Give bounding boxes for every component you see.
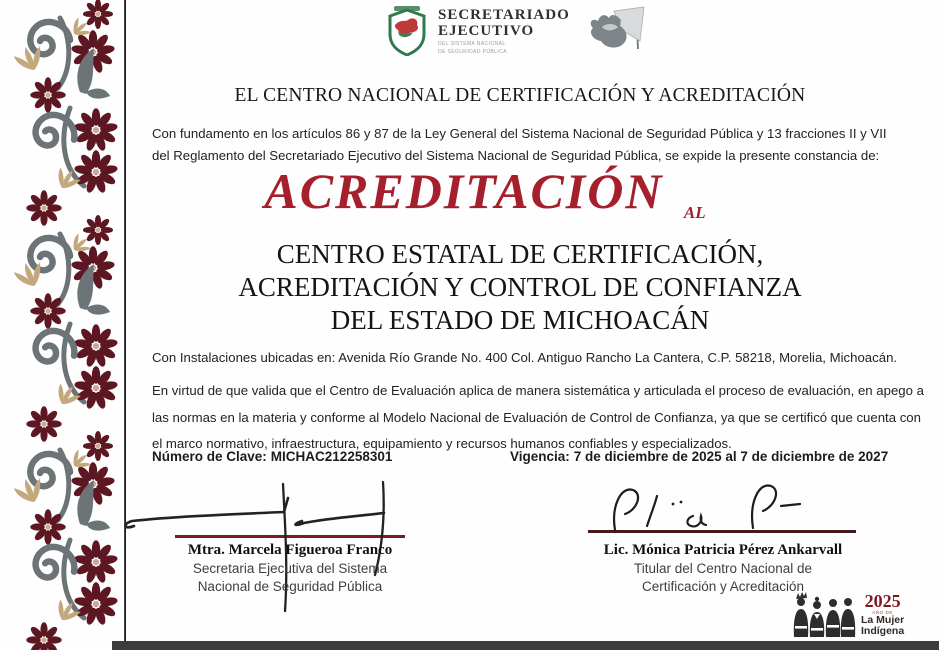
accreditation-heading	[130, 162, 840, 220]
clave-value: MICHAC212258301	[270, 449, 393, 464]
recipient-title	[130, 238, 910, 337]
org-name-line1: SECRETARIADO	[438, 7, 570, 23]
signature-block-left	[150, 541, 430, 596]
signer-name-right: Lic. Mónica Patricia Pérez Ankarvall	[603, 542, 843, 558]
signature-block-right	[574, 541, 872, 596]
signer-title-left-line2: Nacional de Seguridad Pública	[197, 579, 383, 594]
eagle-emblem-icon	[586, 5, 650, 57]
org-name-line2: EJECUTIVO	[438, 23, 535, 39]
address-line: Con Instalaciones ubicadas en: Avenida Río Grande No. 400 Col. Antiguo Rancho La Cantera, C.P. 58218, Morelia, Michoacán.	[152, 350, 898, 365]
secretariado-shield-icon	[386, 6, 428, 56]
accreditation-word: ACREDITACIÓN	[264, 163, 664, 219]
recipient-line: ACREDITACIÓN Y CONTROL DE CONFIANZA	[238, 272, 802, 302]
recipient-line: DEL ESTADO DE MICHOACÁN	[330, 305, 710, 335]
signer-name-left: Mtra. Marcela Figueroa Franco	[187, 542, 393, 558]
recipient-line: CENTRO ESTATAL DE CERTIFICACIÓN,	[276, 239, 764, 269]
body-paragraph	[152, 378, 924, 458]
accreditation-suffix: AL	[683, 203, 706, 222]
decorative-floral-border	[0, 0, 128, 650]
year-name-line1: La Mujer	[861, 614, 905, 626]
clave-row	[152, 449, 392, 464]
org-subtitle-line2: DE SEGURIDAD PÚBLICA	[438, 49, 507, 55]
issuer-title: EL CENTRO NACIONAL DE CERTIFICACIÓN Y ACREDITACIÓN	[234, 85, 806, 106]
signer-title-right-line1: Titular del Centro Nacional de	[633, 561, 813, 576]
vigencia-label: Vigencia:	[510, 449, 570, 464]
clave-label: Número de Clave:	[152, 449, 267, 464]
header-logo	[386, 5, 650, 57]
indigenous-women-icon	[790, 592, 856, 638]
year-label: 2025	[864, 591, 901, 611]
year-kicker: AÑO DE	[872, 610, 894, 615]
vigencia-value: 7 de diciembre de 2025 al 7 de diciembre de 2027	[573, 449, 889, 464]
signer-title-right-line2: Certificación y Acreditación	[641, 579, 805, 594]
scan-edge-bar	[112, 641, 939, 650]
intro-paragraph	[152, 123, 887, 167]
body-line: el marco normativo, infraestructura, equipamiento y recursos humanos confiables y especializados.	[152, 436, 732, 451]
intro-line: del Reglamento del Secretariado Ejecutivo del Sistema Nacional de Seguridad Pública, se expide la presente constancia de:	[152, 148, 880, 163]
year-text-block	[861, 593, 904, 637]
signer-title-left-line1: Secretaria Ejecutiva del Sistema	[192, 561, 388, 576]
body-line: las normas en la materia y conforme al Modelo Nacional de Evaluación de Control de Confianza, ya que se certificó que cuenta con	[152, 409, 921, 425]
org-text	[438, 7, 570, 55]
vigencia-row	[510, 449, 888, 464]
body-line: En virtud de que valida que el Centro de Evaluación aplica de manera sistemática y articulada el proceso de evaluación, en apego a	[152, 383, 924, 398]
org-subtitle-line1: DEL SISTEMA NACIONAL	[438, 41, 506, 47]
year-name-line2: Indígena	[861, 625, 905, 637]
intro-line: Con fundamento en los artículos 86 y 87 de la Ley General del Sistema Nacional de Seguridad Pública y 13 fracciones II y VII	[152, 126, 887, 141]
year-2025-logo	[790, 592, 904, 638]
signature-strokes-right	[585, 478, 875, 533]
